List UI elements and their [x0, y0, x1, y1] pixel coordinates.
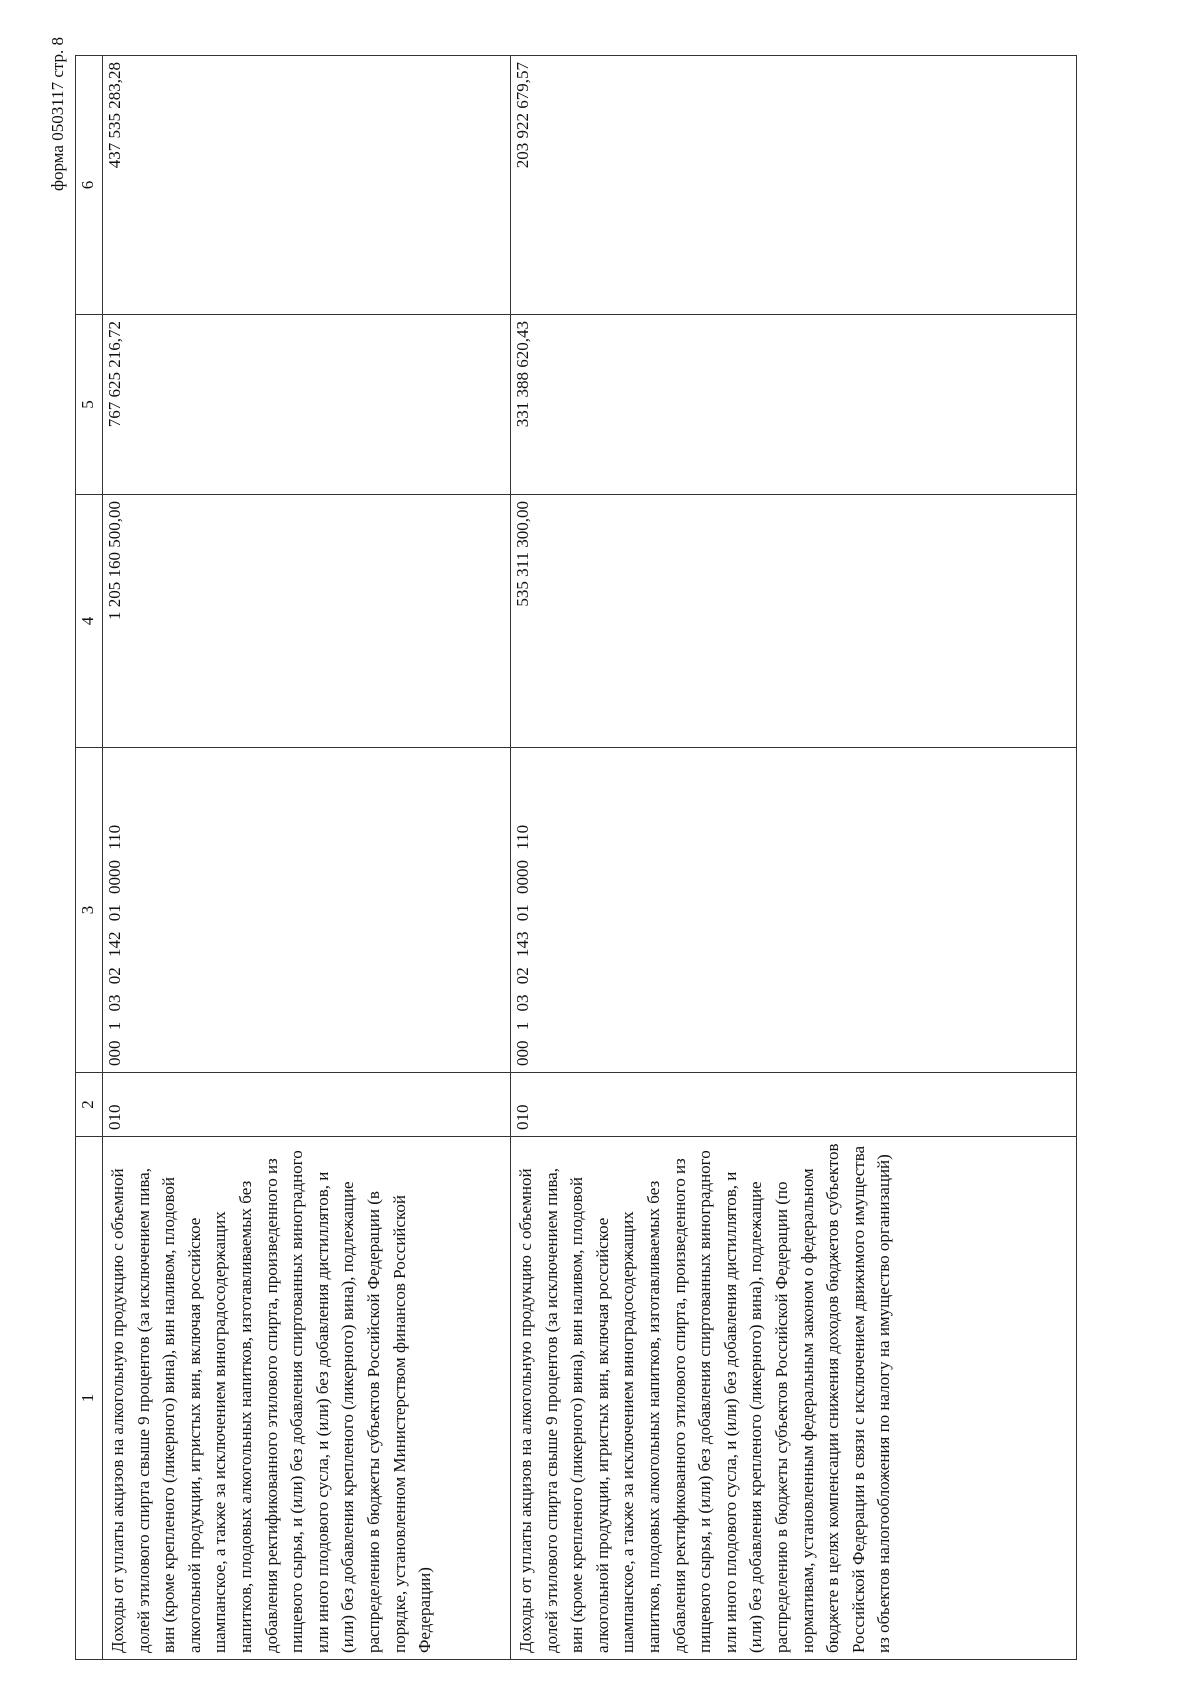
executed-amount: 331 388 620,43	[511, 315, 1077, 495]
executed-amount: 767 625 216,72	[103, 315, 511, 495]
table-row	[103, 56, 511, 1660]
line-code: 010	[103, 1073, 511, 1137]
revenue-table	[75, 55, 1077, 1660]
unexecuted-amount: 203 922 679,57	[511, 56, 1077, 315]
table-row	[511, 56, 1077, 1660]
budget-classification-code: 000 1 03 02 142 01 0000 110	[103, 748, 511, 1073]
header-row	[76, 56, 103, 1660]
revenue-description: Доходы от уплаты акцизов на алкогольную продукцию с объемной долей этилового спирта свыше 9 процентов (за исключением пива, вин (кроме крепленого (ликерного) вина), вин наливом, плодовой алкогольной продукции, игристых вин, включая российское шампанское, а также за исключением виноградосодержащих напитков, плодовых алкогольных напитков, изготавливаемых без добавления ректификованного этилового спирта, произведенного из пищевого сырья, и (или) без добавления спиртованных виноградного или иного плодового сусла, и (или) без добавления дистиллятов, и (или) без добавления крепленого (ликерного) вина), подлежащие распределению в бюджеты субъектов Российской Федерации (по нормативам, установленным федеральным законом о федеральном бюджете в целях компенсации снижения доходов бюджетов субъектов Российской Федерации в связи с исключением движимого имущества из объектов налогообложения по налогу на имущество организаций)	[511, 1137, 1077, 1660]
unexecuted-amount: 437 535 283,28	[103, 56, 511, 315]
column-header-4: 4	[76, 495, 103, 748]
column-header-6: 6	[76, 56, 103, 315]
budget-classification-code: 000 1 03 02 143 01 0000 110	[511, 748, 1077, 1073]
form-label: форма 0503117 стр. 8	[48, 37, 67, 191]
approved-amount: 535 311 300,00	[511, 495, 1077, 748]
column-header-2: 2	[76, 1073, 103, 1137]
approved-amount: 1 205 160 500,00	[103, 495, 511, 748]
column-header-1: 1	[76, 1137, 103, 1660]
column-header-3: 3	[76, 748, 103, 1073]
line-code: 010	[511, 1073, 1077, 1137]
column-header-5: 5	[76, 315, 103, 495]
revenue-description: Доходы от уплаты акцизов на алкогольную продукцию с объемной долей этилового спирта свыше 9 процентов (за исключением пива, вин (кроме крепленого (ликерного) вина), вин наливом, плодовой алкогольной продукции, игристых вин, включая российское шампанское, а также за исключением виноградосодержащих напитков, плодовых алкогольных напитков, изготавливаемых без добавления ректификованного этилового спирта, произведенного из пищевого сырья, и (или) без добавления спиртованных виноградного или иного плодового сусла, и (или) без добавления дистиллятов, и (или) без добавления крепленого (ликерного) вина), подлежащие распределению в бюджеты субъектов Российской Федерации (в порядке, установленном Министерством финансов Российской Федерации)	[103, 1137, 511, 1660]
